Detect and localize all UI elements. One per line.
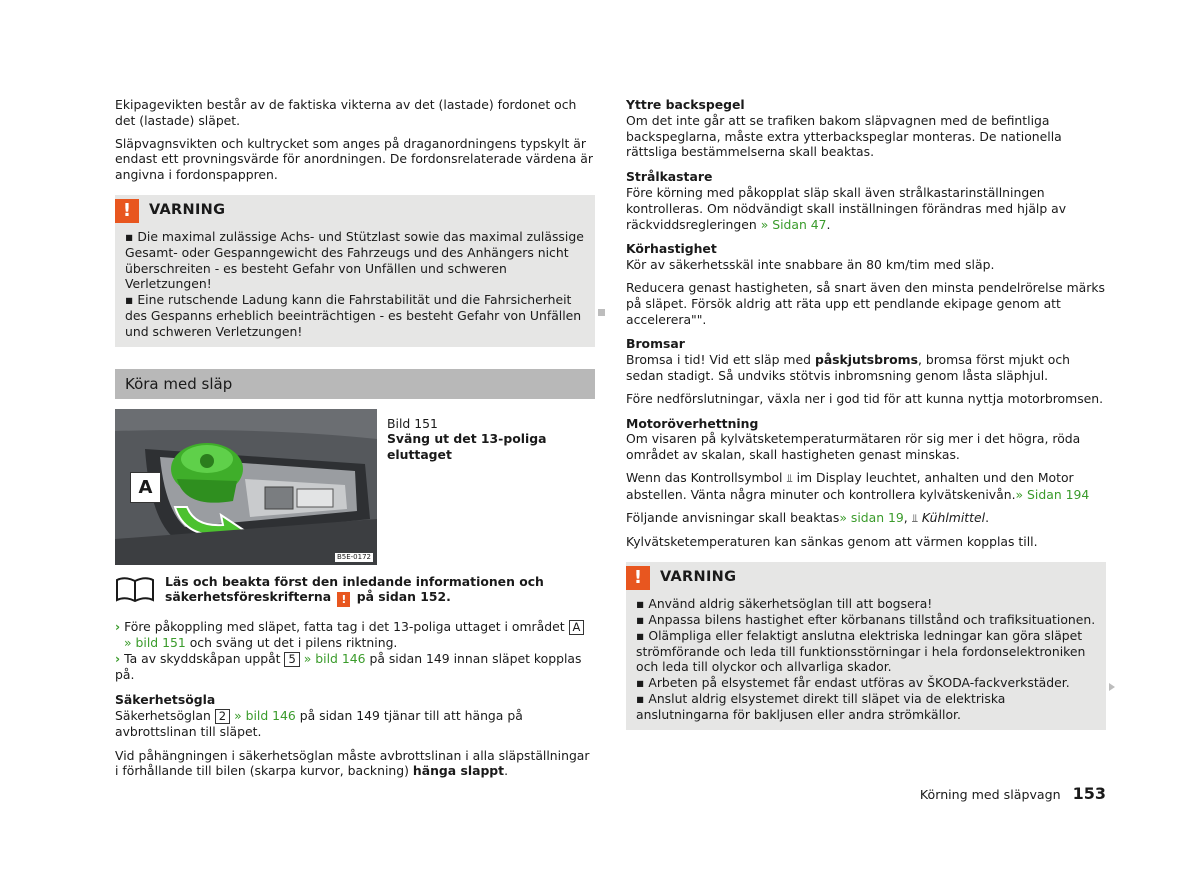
step-item: › Ta av skyddskåpan uppåt 5 » bild 146 på sidan 149 innan släpet kopplas på. xyxy=(115,651,582,683)
figure-image-socket xyxy=(115,409,377,565)
continue-arrow-icon xyxy=(1109,683,1115,691)
paragraph-korhastighet: Kör av säkerhetsskäl inte snabbare än 80 km/tim med släp. xyxy=(626,257,995,273)
exclamation-warning-icon: ! xyxy=(626,566,650,590)
paragraph-backspegel: Om det inte går att se trafiken bakom släpvagnen med de befintliga backspeglarna, måste extra ytterbackspeglar monteras. De nationella rättsliga bestämmelserna skall beaktas. xyxy=(626,112,1062,160)
callout-box: A xyxy=(569,620,585,635)
paragraph-anvisningar: Följande anvisningar skall beaktas» sidan 19, ⫫ Kühlmittel. xyxy=(626,509,990,525)
read-note xyxy=(115,574,595,608)
heading-backspegel: Yttre backspegel xyxy=(626,97,745,112)
figure-caption xyxy=(387,409,595,565)
exclamation-warning-icon: ! xyxy=(115,199,139,223)
heading-stralkastare: Strålkastare xyxy=(626,169,713,185)
warning-item: ▪ Använd aldrig säkerhetsöglan till att bogsera! xyxy=(636,596,933,612)
figure-row xyxy=(115,409,595,565)
page-footer xyxy=(920,786,1106,803)
warning-box-towing xyxy=(626,562,1106,729)
step-item: › Före påkoppling med släpet, fatta tag i det 13-poliga uttaget i området A » bild 151 och sväng ut det i pilens riktning. xyxy=(115,619,595,651)
callout-box: 2 xyxy=(215,709,230,724)
link-sidan-47[interactable]: » Sidan 47 xyxy=(760,216,827,232)
warning-item: ▪ Eine rutschende Ladung kann die Fahrstabilität und die Fahrsicherheit des Gespanns erheblich beeinträchtigen - es besteht Gefahr von Unfällen und schweren Verletzungen! xyxy=(125,292,582,339)
warning-header xyxy=(115,197,585,225)
heading-korhastighet: Körhastighet xyxy=(626,241,717,257)
section-title: Köra med släp xyxy=(115,369,595,399)
link-sidan-194[interactable]: » Sidan 194 xyxy=(1015,486,1090,502)
coolant-temperature-icon: ⫫ xyxy=(911,511,918,525)
warning-item: ▪ Anslut aldrig elsystemet direkt till släpet via de elektriska anslutningarna för bakljusen eller andra strömkällor. xyxy=(636,690,1006,722)
heading-motoroverhettning: Motoröverhettning xyxy=(626,415,759,431)
paragraph-kontrollsymbol: Wenn das Kontrollsymbol ⫫ im Display leuchtet, anhalten und den Motor abstellen. Vänta några minuter och kontrollera kylvätskenivån.» Sidan 194 xyxy=(626,469,1090,502)
warning-header xyxy=(626,564,1096,592)
paragraph-pendel: Reducera genast hastigheten, så snart även den minsta pendelrörelse märks på släpet. Försök aldrig att räta upp ett pendlande ekipage genom att accelerera"". xyxy=(626,279,1105,327)
read-note-text: Läs och beakta först den inledande informationen och säkerhetsföreskrifterna ! på sidan 152. xyxy=(165,573,544,607)
paragraph-ekipagevikt: Ekipagevikten består av de faktiska vikterna av det (lastade) fordonet och det (lastade) släpet. xyxy=(115,97,577,128)
heading-sakerhetsogla: Säkerhetsögla xyxy=(115,691,216,707)
figure-code: B5E-0172 xyxy=(336,552,371,561)
warning-title: VARNING xyxy=(149,202,226,219)
warning-item: ▪ Arbeten på elsystemet får endast utföras av ŠKODA-fackverkstäder. xyxy=(636,675,1070,691)
footer-title: Körning med släpvagn xyxy=(919,787,1061,802)
callout-box: 5 xyxy=(284,652,299,667)
paragraph-avbrottslina: Vid påhängningen i säkerhetsöglan måste avbrottslinan i alla släpställningar i förhållande till bilen (skarpa kurvor, backning) hänga slappt. xyxy=(115,747,590,779)
figure-caption-text: Sväng ut det 13-poliga eluttaget xyxy=(387,431,547,463)
link-bild-151[interactable]: » bild 151 xyxy=(124,635,186,651)
figure-callout-a: A xyxy=(130,472,161,503)
warning-item: ▪ Die maximal zulässige Achs- und Stützlast sowie das maximal zulässige Gesamt- oder Gespanngewicht des Fahrzeugs und des Anhängers nicht überschreiten - es besteht Gefahr von Unfällen und schweren Verletzungen! xyxy=(125,228,584,292)
chevron-right-icon: › xyxy=(115,619,121,635)
paragraph-stralkastare: Före körning med påkopplat släp skall även strålkastarinställningen kontrolleras. Om nödvändigt skall inställningen förändras med hjälp av räckviddsregleringen » Sidan 47. xyxy=(626,184,1067,232)
link-bild-146[interactable]: » bild 146 xyxy=(303,651,366,667)
link-sidan-19[interactable]: » sidan 19 xyxy=(839,509,904,525)
warning-item: ▪ Anpassa bilens hastighet efter körbanans tillstånd och trafiksituationen. xyxy=(636,611,1096,627)
paragraph-slapvagnsvikt: Släpvagnsvikten och kultrycket som anges på draganordningens typskylt är endast ett provningsvärde för anordningen. De fordonsrelaterade värdena är angivna i fordonspappren. xyxy=(115,135,593,183)
warning-item: ▪ Olämpliga eller felaktigt anslutna elektriska ledningar kan göra släpet strömförande och leda till funktionsstörningar i hela fordonselektroniken och leda till olyckor och allvarliga skador. xyxy=(636,627,1086,675)
paragraph-bromsar: Bromsa i tid! Vid ett släp med påskjutsbroms, bromsa först mjukt och sedan stadigt. Så undviks stötvis inbromsning genom låsta släphjul. xyxy=(626,352,1071,383)
paragraph-varmen: Kylvätsketemperaturen kan sänkas genom att värmen kopplas till. xyxy=(626,534,1038,550)
heading-bromsar: Bromsar xyxy=(626,336,685,352)
link-bild-146[interactable]: » bild 146 xyxy=(234,707,296,723)
page-number: 153 xyxy=(1072,784,1106,803)
warning-box-load xyxy=(115,195,595,347)
paragraph-kylvatska: Om visaren på kylvätsketemperaturmätaren rör sig mer i det högra, röda området av skalan, skall hastigheten genast minskas. xyxy=(626,431,1081,463)
coolant-temperature-icon: ⫫ xyxy=(786,471,793,485)
paragraph-sakerhetsogla: Säkerhetsöglan 2 » bild 146 på sidan 149 tjänar till att hänga på avbrottslinan till släpet. xyxy=(115,707,523,739)
left-column xyxy=(115,97,595,786)
chevron-right-icon: › xyxy=(115,651,121,667)
open-book-icon xyxy=(115,576,155,602)
exclamation-warning-icon: ! xyxy=(337,592,350,607)
warning-title: VARNING xyxy=(660,569,737,586)
section-end-mark xyxy=(598,309,605,316)
figure-label: Bild 151 xyxy=(387,415,438,431)
paragraph-motorbroms: Före nedförslutningar, växla ner i god tid för att kunna nyttja motorbromsen. xyxy=(626,390,1104,406)
right-column xyxy=(626,97,1106,730)
